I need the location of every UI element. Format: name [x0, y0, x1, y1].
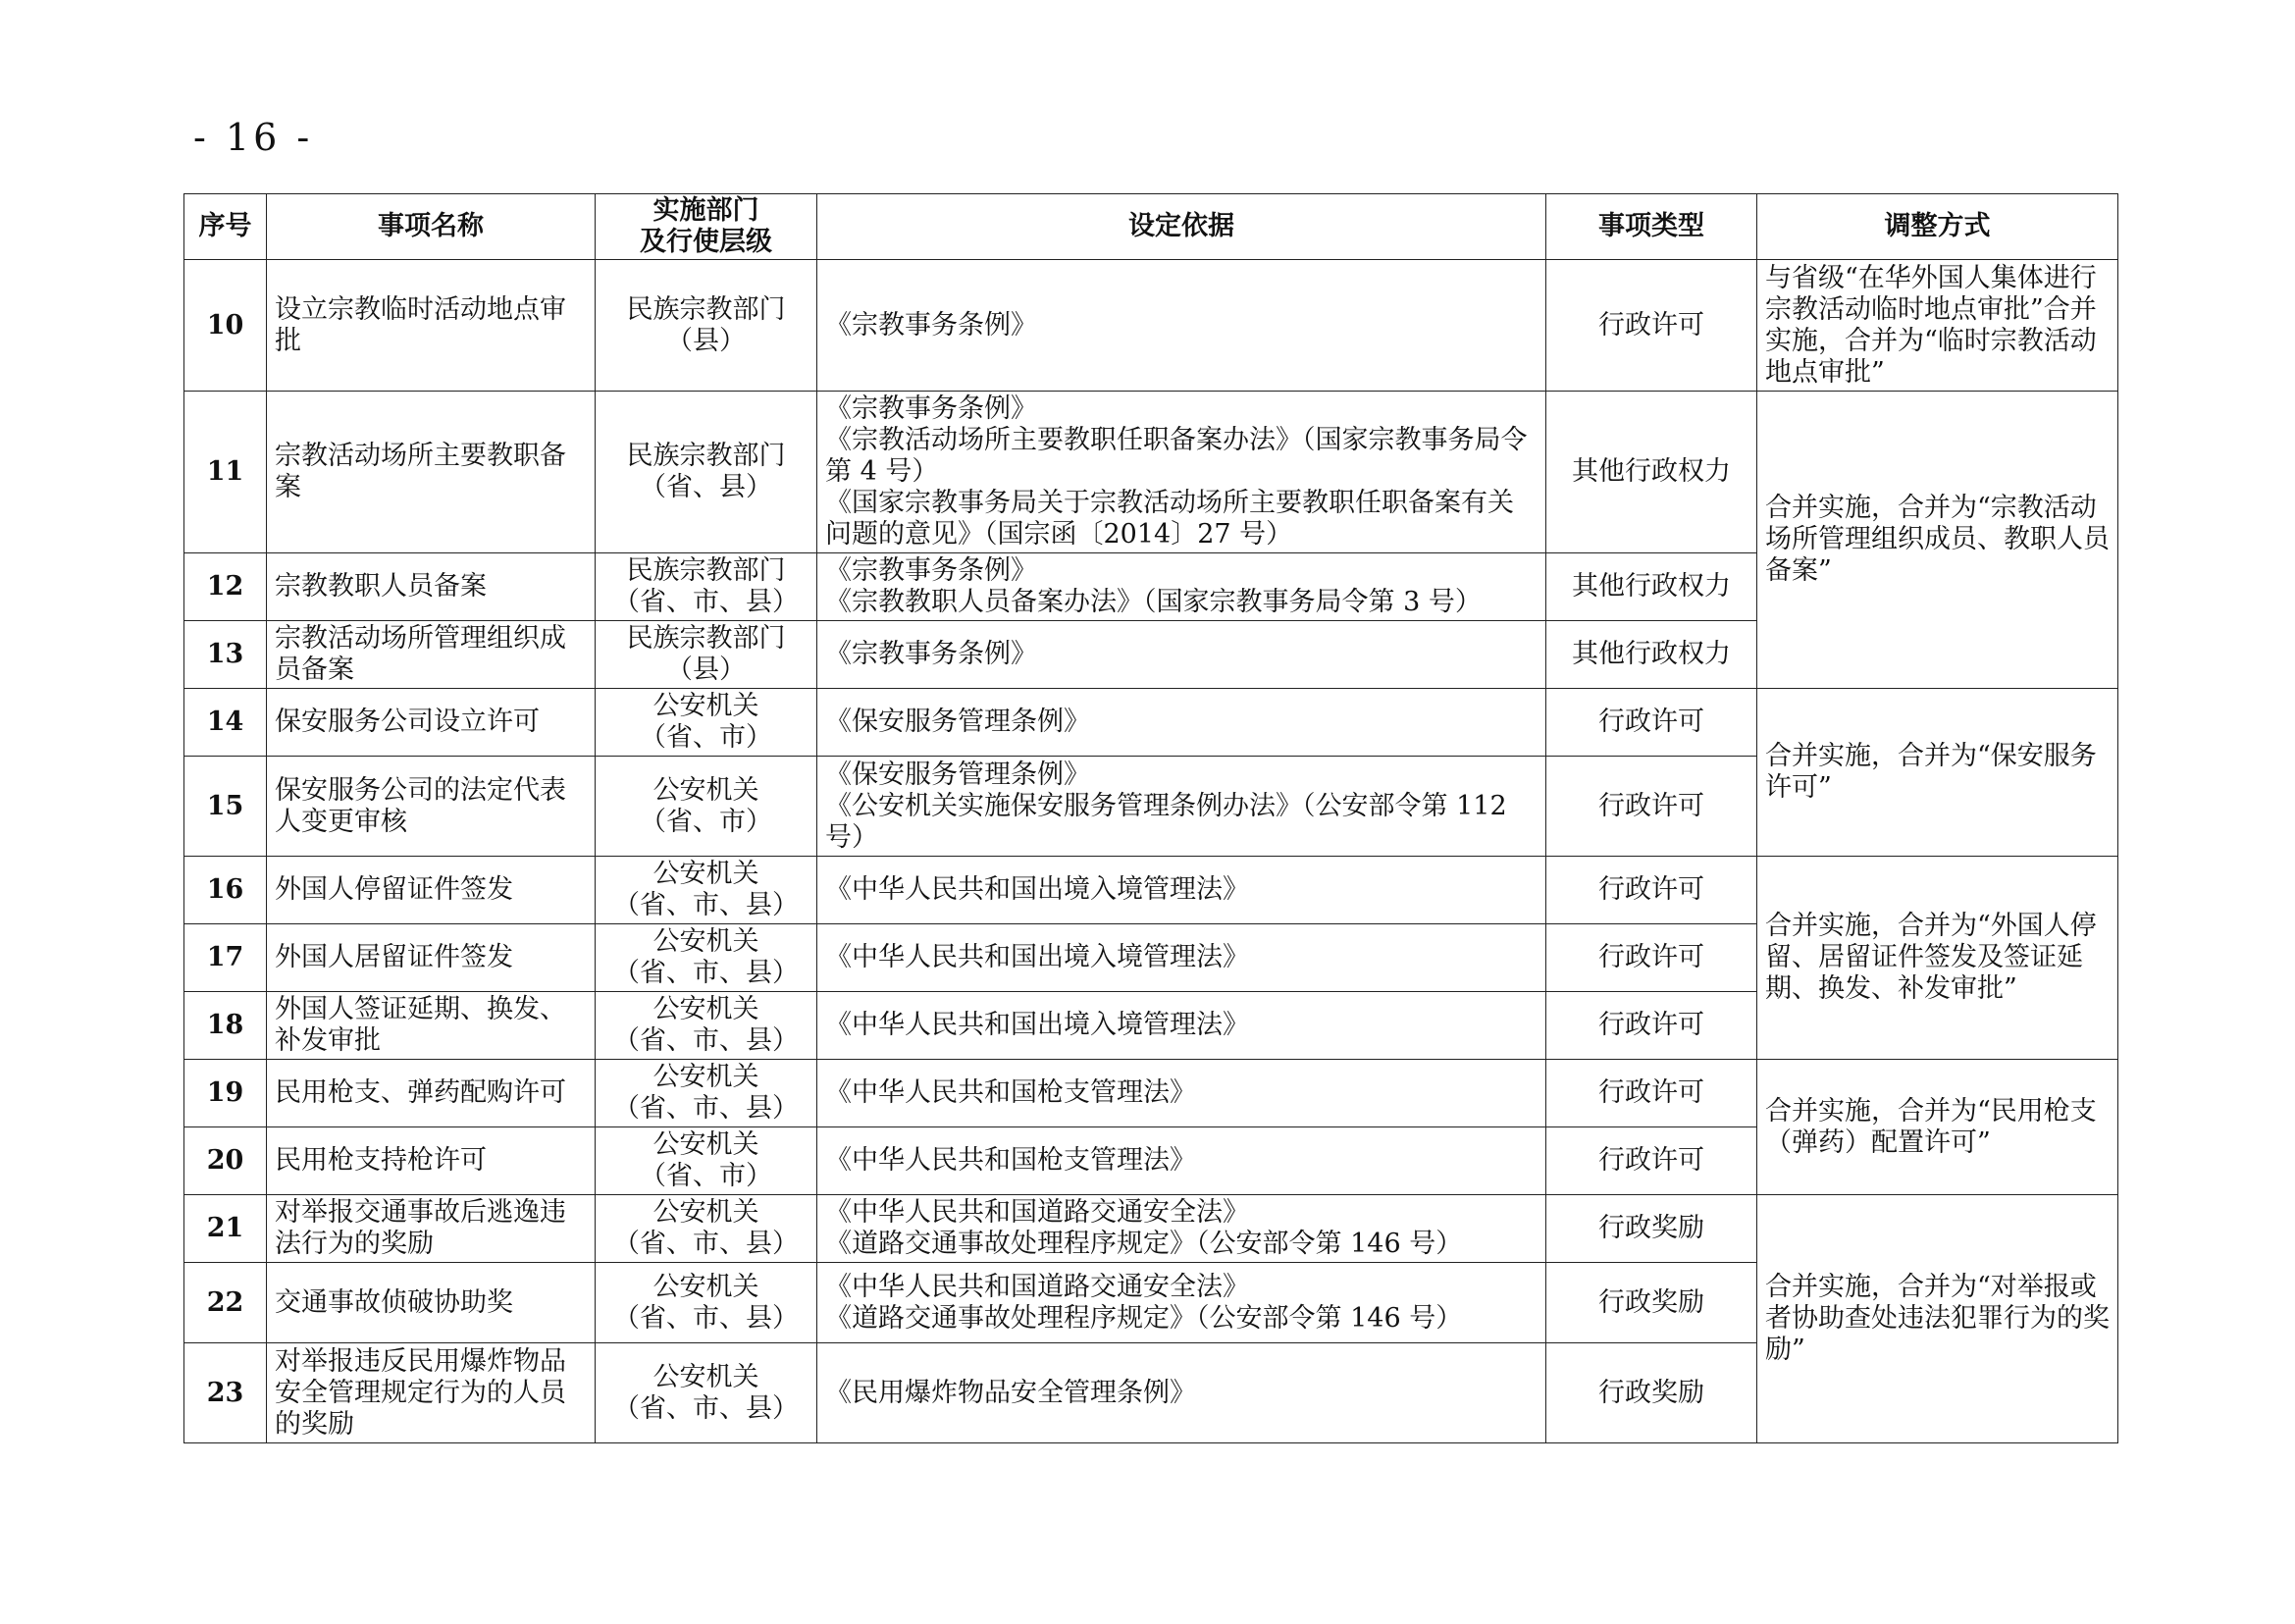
dept-name: 民族宗教部门 — [626, 555, 786, 586]
item-name: 交通事故侦破协助奖 — [267, 1263, 596, 1343]
dept-level: （省、市、县） — [613, 587, 799, 617]
basis-line: 《中华人民共和国道路交通安全法》 — [825, 1197, 1249, 1228]
basis-line: 《宗教教职人员备案办法》（国家宗教事务局令第 3 号） — [825, 587, 1482, 617]
row-number: 14 — [184, 689, 267, 757]
adjust-text: 合并实施，合并为“外国人停留、居留证件签发及签证延期、换发、补发审批” — [1765, 911, 2097, 1004]
basis-line: 《保安服务管理条例》 — [825, 707, 1090, 737]
items-table — [183, 193, 2118, 1443]
basis-line: 《道路交通事故处理程序规定》（公安部令第 146 号） — [825, 1229, 1463, 1259]
dept-cell — [596, 392, 817, 553]
item-type: 行政许可 — [1546, 857, 1757, 924]
basis-line: 《宗教活动场所主要教职任职备案办法》（国家宗教事务局令第 4 号） — [825, 425, 1528, 487]
adjust-cell — [1757, 1060, 2118, 1195]
basis-line: 《中华人民共和国出境入境管理法》 — [825, 1010, 1249, 1040]
item-name: 宗教活动场所主要教职备案 — [267, 392, 596, 553]
basis-cell — [817, 1263, 1546, 1343]
basis-cell — [817, 1060, 1546, 1127]
header-adjust: 调整方式 — [1757, 194, 2118, 260]
item-type: 行政许可 — [1546, 924, 1757, 992]
basis-cell — [817, 621, 1546, 689]
dept-name: 民族宗教部门 — [626, 441, 786, 471]
dept-name: 民族宗教部门 — [626, 293, 786, 325]
dept-cell — [596, 1060, 817, 1127]
item-type: 行政许可 — [1546, 260, 1757, 392]
table-row — [184, 392, 2118, 553]
header-row — [184, 194, 2118, 260]
basis-line: 《宗教事务条例》 — [825, 555, 1037, 586]
dept-level: （省、市、县） — [613, 1025, 799, 1056]
row-number: 21 — [184, 1195, 267, 1263]
item-name: 宗教教职人员备案 — [267, 553, 596, 621]
dept-level: （省、市、县） — [613, 1229, 799, 1259]
dept-name: 公安机关 — [652, 1271, 759, 1302]
dept-cell — [596, 689, 817, 757]
table-row — [184, 857, 2118, 924]
item-type: 行政许可 — [1546, 757, 1757, 857]
dept-level: （县） — [666, 325, 746, 356]
item-name: 对举报交通事故后逃逸违法行为的奖励 — [267, 1195, 596, 1263]
basis-line: 《宗教事务条例》 — [825, 309, 1037, 341]
dept-name: 公安机关 — [652, 994, 759, 1024]
dept-name: 公安机关 — [652, 1361, 759, 1392]
dept-level: （省、市、县） — [613, 1392, 799, 1424]
basis-line: 《中华人民共和国枪支管理法》 — [825, 1145, 1196, 1176]
table-row — [184, 689, 2118, 757]
item-type: 行政许可 — [1546, 689, 1757, 757]
adjust-cell — [1757, 1195, 2118, 1443]
basis-line: 《宗教事务条例》 — [825, 393, 1037, 424]
dept-name: 公安机关 — [652, 1197, 759, 1228]
basis-cell — [817, 260, 1546, 392]
item-name: 民用枪支、弹药配购许可 — [267, 1060, 596, 1127]
basis-line: 《道路交通事故处理程序规定》（公安部令第 146 号） — [825, 1302, 1463, 1334]
table-row — [184, 1060, 2118, 1127]
dept-cell — [596, 1127, 817, 1195]
row-number: 10 — [184, 260, 267, 392]
dept-name: 公安机关 — [652, 774, 759, 806]
row-number: 22 — [184, 1263, 267, 1343]
dept-cell — [596, 757, 817, 857]
dept-level: （省、市） — [640, 1161, 772, 1191]
dept-name: 公安机关 — [652, 859, 759, 889]
basis-cell — [817, 1127, 1546, 1195]
adjust-text: 合并实施，合并为“对举报或者协助查处违法犯罪行为的奖励” — [1765, 1272, 2110, 1365]
adjust-text: 合并实施，合并为“保安服务许可” — [1765, 741, 2097, 803]
adjust-text: 合并实施，合并为“民用枪支（弹药）配置许可” — [1765, 1095, 2097, 1158]
table-row — [184, 260, 2118, 392]
dept-level: （县） — [666, 655, 746, 685]
header-num: 序号 — [184, 194, 267, 260]
dept-name: 公安机关 — [652, 1129, 759, 1160]
dept-cell — [596, 260, 817, 392]
item-name: 对举报违反民用爆炸物品安全管理规定行为的人员的奖励 — [267, 1343, 596, 1443]
item-name: 外国人居留证件签发 — [267, 924, 596, 992]
item-name: 设立宗教临时活动地点审批 — [267, 260, 596, 392]
dept-name: 民族宗教部门 — [626, 623, 786, 654]
basis-line: 《民用爆炸物品安全管理条例》 — [825, 1377, 1196, 1408]
basis-cell — [817, 857, 1546, 924]
row-number: 18 — [184, 992, 267, 1060]
item-type: 行政奖励 — [1546, 1343, 1757, 1443]
item-name: 保安服务公司设立许可 — [267, 689, 596, 757]
item-type: 行政奖励 — [1546, 1195, 1757, 1263]
adjust-cell — [1757, 260, 2118, 392]
adjust-text: 与省级“在华外国人集体进行宗教活动临时地点审批”合并实施，合并为“临时宗教活动地点审批” — [1765, 262, 2097, 388]
item-type: 其他行政权力 — [1546, 553, 1757, 621]
row-number: 15 — [184, 757, 267, 857]
basis-cell — [817, 553, 1546, 621]
basis-cell — [817, 689, 1546, 757]
row-number: 11 — [184, 392, 267, 553]
row-number: 17 — [184, 924, 267, 992]
item-name: 保安服务公司的法定代表人变更审核 — [267, 757, 596, 857]
dept-cell — [596, 992, 817, 1060]
basis-cell — [817, 757, 1546, 857]
table-row — [184, 1195, 2118, 1263]
header-name: 事项名称 — [267, 194, 596, 260]
dept-name: 公安机关 — [652, 1062, 759, 1092]
dept-cell — [596, 621, 817, 689]
basis-line: 《中华人民共和国枪支管理法》 — [825, 1077, 1196, 1108]
adjust-text: 合并实施，合并为“宗教活动场所管理组织成员、教职人员备案” — [1765, 493, 2110, 586]
item-type: 行政许可 — [1546, 1060, 1757, 1127]
row-number: 20 — [184, 1127, 267, 1195]
dept-level: （省、市、县） — [613, 890, 799, 920]
dept-cell — [596, 1195, 817, 1263]
basis-cell — [817, 1343, 1546, 1443]
basis-line: 《中华人民共和国出境入境管理法》 — [825, 942, 1249, 972]
dept-name: 公安机关 — [652, 691, 759, 721]
basis-line: 《中华人民共和国出境入境管理法》 — [825, 874, 1249, 905]
dept-cell — [596, 924, 817, 992]
header-dept-line2: 及行使层级 — [640, 227, 772, 257]
basis-line: 《宗教事务条例》 — [825, 639, 1037, 669]
row-number: 13 — [184, 621, 267, 689]
adjust-cell — [1757, 392, 2118, 689]
dept-cell — [596, 1263, 817, 1343]
row-number: 23 — [184, 1343, 267, 1443]
header-dept-line1: 实施部门 — [652, 195, 759, 226]
basis-line: 《保安服务管理条例》 — [825, 759, 1090, 790]
dept-name: 公安机关 — [652, 926, 759, 957]
item-name: 外国人停留证件签发 — [267, 857, 596, 924]
dept-level: （省、市） — [640, 806, 772, 837]
basis-cell — [817, 924, 1546, 992]
basis-line: 《国家宗教事务局关于宗教活动场所主要教职任职备案有关问题的意见》（国宗函〔2014〕27 号） — [825, 488, 1514, 550]
dept-level: （省、县） — [640, 472, 772, 502]
header-basis: 设定依据 — [817, 194, 1546, 260]
dept-level: （省、市） — [640, 722, 772, 753]
row-number: 19 — [184, 1060, 267, 1127]
header-dept — [596, 194, 817, 260]
item-type: 其他行政权力 — [1546, 621, 1757, 689]
item-type: 行政许可 — [1546, 1127, 1757, 1195]
item-name: 宗教活动场所管理组织成员备案 — [267, 621, 596, 689]
basis-cell — [817, 992, 1546, 1060]
row-number: 16 — [184, 857, 267, 924]
basis-cell — [817, 392, 1546, 553]
adjust-cell — [1757, 857, 2118, 1060]
header-type: 事项类型 — [1546, 194, 1757, 260]
item-name: 外国人签证延期、换发、补发审批 — [267, 992, 596, 1060]
item-type: 行政奖励 — [1546, 1263, 1757, 1343]
basis-line: 《公安机关实施保安服务管理条例办法》（公安部令第 112 号） — [825, 790, 1507, 853]
dept-level: （省、市、县） — [613, 958, 799, 988]
dept-cell — [596, 857, 817, 924]
dept-level: （省、市、县） — [613, 1302, 799, 1334]
dept-level: （省、市、县） — [613, 1093, 799, 1124]
basis-line: 《中华人民共和国道路交通安全法》 — [825, 1271, 1249, 1302]
item-type: 行政许可 — [1546, 992, 1757, 1060]
dept-cell — [596, 553, 817, 621]
adjust-cell — [1757, 689, 2118, 857]
basis-cell — [817, 1195, 1546, 1263]
item-type: 其他行政权力 — [1546, 392, 1757, 553]
page-number: - 16 - — [193, 116, 314, 159]
row-number: 12 — [184, 553, 267, 621]
item-name: 民用枪支持枪许可 — [267, 1127, 596, 1195]
dept-cell — [596, 1343, 817, 1443]
